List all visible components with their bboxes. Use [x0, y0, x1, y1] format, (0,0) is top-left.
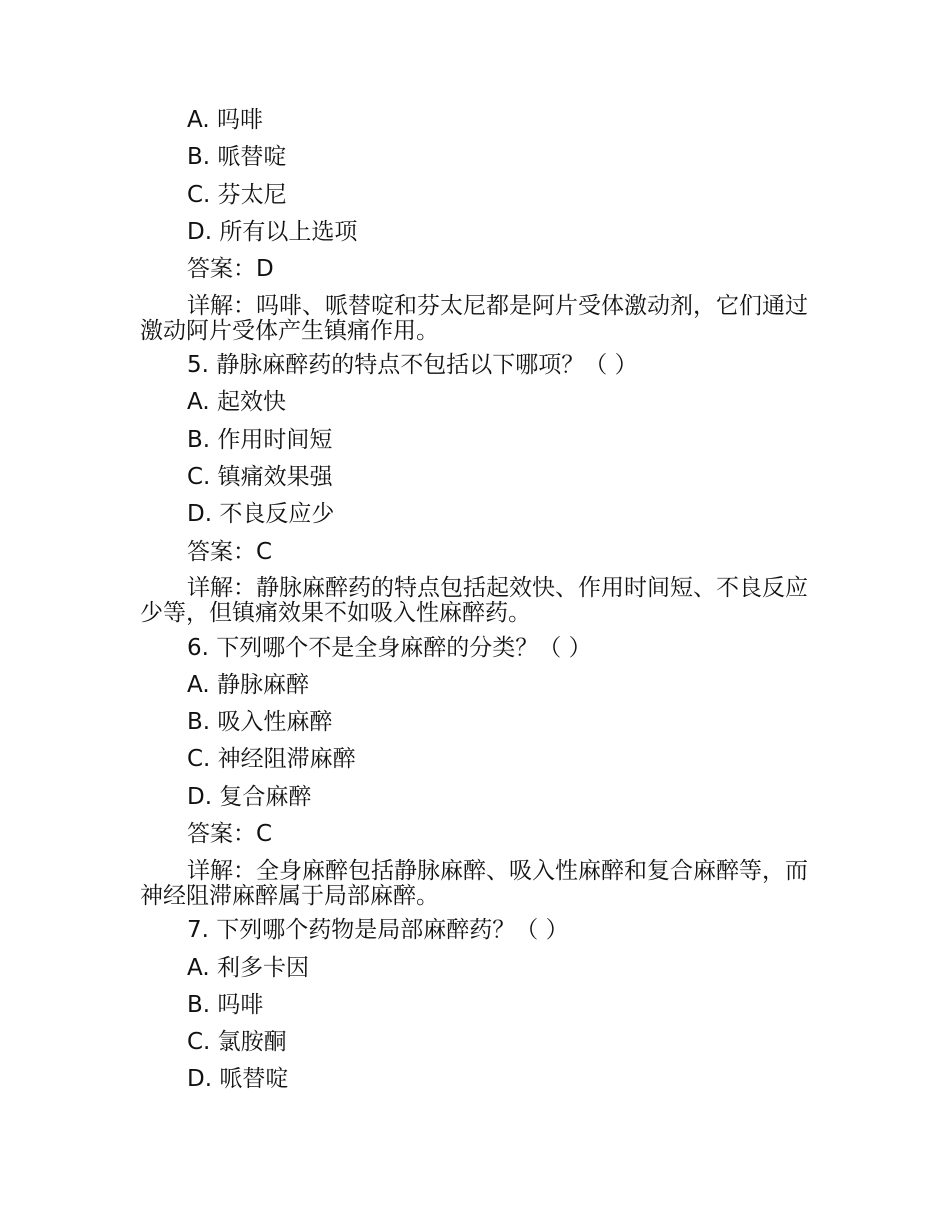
- option-d: D. 所有以上选项: [187, 219, 358, 245]
- option-d: D. 哌替啶: [187, 1066, 289, 1092]
- option-c: C. 镇痛效果强: [187, 464, 333, 490]
- option-a: A. 利多卡因: [187, 955, 309, 981]
- explanation-text: 详解：吗啡、哌替啶和芬太尼都是阿片受体激动剂，它们通过激动阿片受体产生镇痛作用。: [140, 293, 808, 344]
- answer-line: 答案：C: [187, 539, 273, 565]
- option-a: A. 吗啡: [187, 107, 263, 133]
- option-b: B. 作用时间短: [187, 427, 333, 453]
- option-d: D. 复合麻醉: [187, 784, 312, 810]
- option-a: A. 起效快: [187, 389, 286, 415]
- question-title: 6. 下列哪个不是全身麻醉的分类？（ ）: [187, 635, 592, 661]
- option-b: B. 吗啡: [187, 992, 264, 1018]
- explanation-text: 详解：全身麻醉包括静脉麻醉、吸入性麻醉和复合麻醉等，而神经阻滞麻醉属于局部麻醉。: [140, 858, 808, 909]
- answer-line: 答案：D: [187, 256, 274, 282]
- option-b: B. 哌替啶: [187, 144, 287, 170]
- option-b: B. 吸入性麻醉: [187, 709, 333, 735]
- answer-line: 答案：C: [187, 821, 273, 847]
- option-d: D. 不良反应少: [187, 501, 335, 527]
- option-a: A. 静脉麻醉: [187, 672, 309, 698]
- explanation-text: 详解：静脉麻醉药的特点包括起效快、作用时间短、不良反应少等，但镇痛效果不如吸入性麻醉药。: [140, 575, 808, 626]
- option-c: C. 芬太尼: [187, 182, 287, 208]
- option-c: C. 神经阻滞麻醉: [187, 746, 356, 772]
- question-title: 7. 下列哪个药物是局部麻醉药？（ ）: [187, 917, 569, 943]
- option-c: C. 氯胺酮: [187, 1029, 287, 1055]
- question-title: 5. 静脉麻醉药的特点不包括以下哪项？（ ）: [187, 352, 638, 378]
